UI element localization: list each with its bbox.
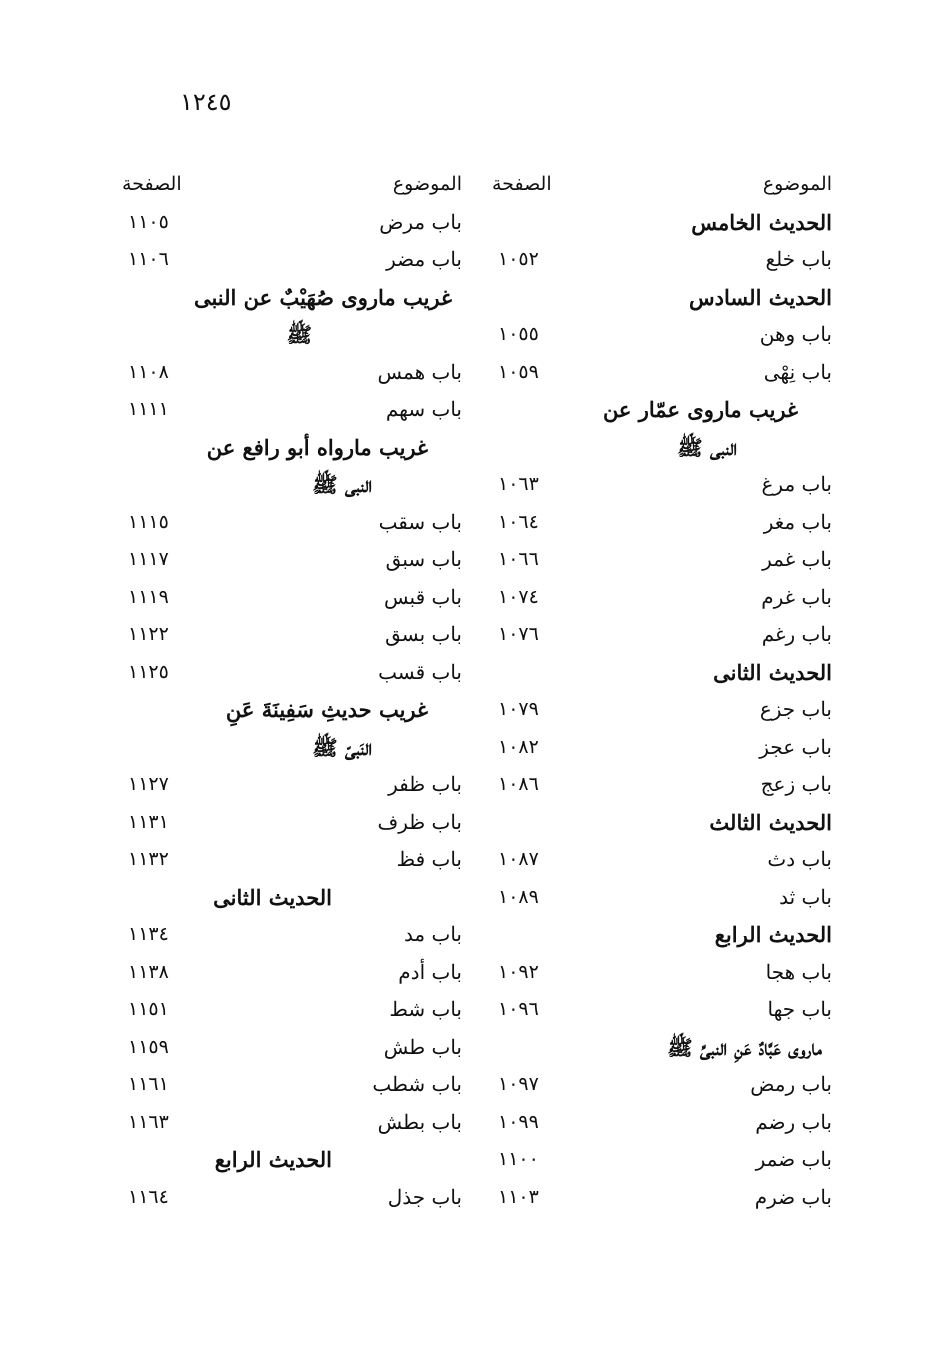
entry-topic: باب مضر xyxy=(386,247,462,271)
entry-topic: الحديث الثانى xyxy=(213,884,332,910)
entry-page-number: ١٠٦٣ xyxy=(498,473,539,495)
index-entry xyxy=(122,916,462,954)
index-column-right xyxy=(492,166,832,1216)
column-header xyxy=(492,166,832,204)
index-entry xyxy=(492,429,832,467)
entry-topic: باب أدم xyxy=(398,959,462,984)
entry-topic: باب جذل xyxy=(387,1184,462,1209)
entry-topic: باب شطب xyxy=(372,1072,462,1096)
entry-page-number: ١١٢٢ xyxy=(128,623,169,645)
entry-topic: النبى ﷺ xyxy=(312,472,372,497)
entry-page-number: ١١٢٥ xyxy=(128,660,169,683)
index-entry xyxy=(492,916,832,954)
entry-topic: غريب ماروى صُهَيْبٌ عن النبى xyxy=(193,284,452,310)
entry-topic: غريب حديثِ سَفِينَةَ عَنِ xyxy=(225,697,428,722)
index-entry xyxy=(122,691,462,729)
entry-topic: باب قبس xyxy=(384,584,462,609)
entry-topic: باب رمض xyxy=(750,1072,832,1096)
entry-topic: باب ظفر xyxy=(388,772,462,796)
entry-topic: باب سقب xyxy=(378,509,462,534)
entry-topic: باب ضمر xyxy=(755,1147,832,1171)
entry-page-number: ١١٦٤ xyxy=(128,1185,169,1208)
entry-page-number: ١١١٥ xyxy=(128,510,169,533)
index-entry xyxy=(492,766,832,804)
entries-right xyxy=(492,204,832,1217)
index-entry xyxy=(122,204,462,242)
entry-topic: باب رغم xyxy=(761,622,832,646)
index-entry xyxy=(122,504,462,542)
entry-topic: باب غرم xyxy=(761,584,832,609)
index-entry xyxy=(122,429,462,467)
index-entry xyxy=(122,316,462,354)
index-entry xyxy=(122,241,462,279)
entry-page-number: ١١١٩ xyxy=(128,585,169,608)
entry-topic: باب عجز xyxy=(759,734,832,759)
index-entry xyxy=(122,1179,462,1217)
entry-topic: باب شط xyxy=(389,997,462,1021)
entry-topic: باب جها xyxy=(767,997,832,1021)
index-entry xyxy=(122,766,462,804)
entry-page-number: ١١٠٨ xyxy=(128,360,169,383)
entry-topic: غريب ماروى عمّار عن xyxy=(602,397,798,422)
index-entry xyxy=(492,241,832,279)
index-entry xyxy=(492,204,832,242)
index-entry xyxy=(492,504,832,542)
entry-topic: باب مرغ xyxy=(761,472,832,496)
entry-topic: الحديث السادس xyxy=(689,284,832,310)
index-entry xyxy=(122,1066,462,1104)
index-entry xyxy=(122,991,462,1029)
entry-page-number: ١١٢٧ xyxy=(128,773,169,795)
entry-topic: باب سهم xyxy=(385,397,462,421)
index-entry xyxy=(122,354,462,392)
index-entry xyxy=(492,391,832,429)
header-topic: الموضوع xyxy=(392,173,462,195)
entry-page-number: ١١١٧ xyxy=(128,548,169,570)
index-entry xyxy=(122,841,462,879)
entry-page-number: ١١٠٠ xyxy=(498,1148,539,1170)
header-topic: الموضوع xyxy=(762,173,832,195)
page-number: ١٢٤٥ xyxy=(180,88,232,116)
index-entry xyxy=(492,579,832,617)
index-entry xyxy=(492,691,832,729)
entry-page-number: ١٠٦٤ xyxy=(498,510,539,533)
entry-page-number: ١٠٩٧ xyxy=(498,1073,539,1095)
entry-topic: الحديث الخامس xyxy=(691,209,832,235)
entry-page-number: ١١٣٢ xyxy=(128,848,169,870)
entry-page-number: ١١٥٩ xyxy=(128,1035,169,1058)
entry-page-number: ١١٥١ xyxy=(128,998,169,1020)
entry-topic: باب جزع xyxy=(759,697,832,721)
entry-topic: باب همس xyxy=(377,359,462,384)
entry-topic: باب هجا xyxy=(765,959,832,984)
index-entry xyxy=(492,466,832,504)
index-entry xyxy=(122,391,462,429)
index-entry xyxy=(122,954,462,992)
entry-topic: باب ثد xyxy=(779,884,832,909)
index-entry xyxy=(492,841,832,879)
index-entry xyxy=(122,541,462,579)
entry-topic: باب بسق xyxy=(385,622,462,646)
entry-topic: ماروى عَبَّادٌ عَنِ النبىِّ ﷺ xyxy=(667,1034,822,1060)
entry-topic: غريب مارواه أبو رافع عن xyxy=(206,434,428,460)
entry-page-number: ١٠٧٤ xyxy=(498,585,539,608)
index-entry xyxy=(492,1104,832,1142)
index-entry xyxy=(122,466,462,504)
entry-page-number: ١٠٩٢ xyxy=(498,960,539,983)
entry-topic: باب زعج xyxy=(760,772,832,796)
entry-topic: باب مرض xyxy=(379,209,462,234)
entry-topic: النَبىّ ﷺ xyxy=(312,734,372,760)
header-page: الصفحة xyxy=(122,173,182,195)
entry-topic: باب بطش xyxy=(377,1109,462,1134)
index-entry xyxy=(492,1066,832,1104)
index-entry xyxy=(492,541,832,579)
entry-page-number: ١٠٩٦ xyxy=(498,998,539,1020)
index-entry xyxy=(122,729,462,767)
entry-topic: باب فظ xyxy=(396,847,462,871)
index-entry xyxy=(492,316,832,354)
index-entry xyxy=(122,279,462,317)
entry-page-number: ١٠٦٦ xyxy=(498,548,539,570)
entry-page-number: ١١٠٥ xyxy=(128,210,169,233)
entry-page-number: ١٠٥٢ xyxy=(498,248,539,270)
entry-topic: باب خلع xyxy=(765,247,832,271)
entry-page-number: ١٠٥٥ xyxy=(498,323,539,345)
entry-page-number: ١١١١ xyxy=(128,398,169,420)
entry-page-number: ١٠٨٧ xyxy=(498,848,539,870)
entry-page-number: ١٠٧٦ xyxy=(498,623,539,645)
entry-topic: باب مغر xyxy=(763,509,832,534)
entry-topic: النبى ﷺ xyxy=(677,434,737,460)
entry-page-number: ١٠٥٩ xyxy=(498,360,539,383)
index-entry xyxy=(492,616,832,654)
column-header xyxy=(122,166,462,204)
index-entry xyxy=(122,654,462,692)
index-entry xyxy=(492,954,832,992)
entry-topic: باب سبق xyxy=(385,547,462,571)
entry-topic: باب مد xyxy=(403,922,462,946)
entry-topic: باب ضرم xyxy=(754,1184,832,1209)
entry-page-number: ١٠٩٩ xyxy=(498,1110,539,1133)
entry-page-number: ١١٣٨ xyxy=(128,960,169,983)
index-entry xyxy=(492,991,832,1029)
entries-left xyxy=(122,204,462,1217)
index-entry xyxy=(122,1104,462,1142)
index-entry xyxy=(122,804,462,842)
entry-topic: ﷺ xyxy=(286,322,312,347)
entry-page-number: ١١٠٣ xyxy=(498,1185,539,1208)
index-entry xyxy=(122,579,462,617)
entry-page-number: ١٠٧٩ xyxy=(498,698,539,720)
entry-topic: باب قسب xyxy=(378,659,462,684)
entry-page-number: ١١٦٣ xyxy=(128,1110,169,1133)
index-entry xyxy=(492,804,832,842)
index-entry xyxy=(492,1141,832,1179)
index-entry xyxy=(492,879,832,917)
entry-page-number: ١٠٨٩ xyxy=(498,885,539,908)
index-entry xyxy=(122,1141,462,1179)
entry-topic: الحديث الرابع xyxy=(214,1147,332,1172)
entry-page-number: ١١٣١ xyxy=(128,810,169,833)
index-entry xyxy=(492,1179,832,1217)
index-entry xyxy=(492,729,832,767)
entry-topic: الحديث الرابع xyxy=(714,922,832,947)
entry-topic: باب ظرف xyxy=(377,809,462,834)
entry-topic: باب غمر xyxy=(762,547,832,571)
entry-topic: الحديث الثالث xyxy=(709,809,832,835)
entry-topic: باب طش xyxy=(383,1034,462,1059)
index-entry xyxy=(122,1029,462,1067)
entry-topic: باب نِهْى xyxy=(763,359,832,384)
index-entry xyxy=(122,616,462,654)
index-column-left xyxy=(122,166,462,1216)
entry-topic: باب دث xyxy=(767,847,832,871)
entry-page-number: ١٠٨٢ xyxy=(498,735,539,758)
entry-page-number: ١١٦١ xyxy=(128,1073,169,1095)
entry-topic: الحديث الثانى xyxy=(713,659,832,685)
entry-page-number: ١٠٨٦ xyxy=(498,773,539,795)
index-entry xyxy=(492,279,832,317)
entry-page-number: ١١٠٦ xyxy=(128,248,169,270)
entry-page-number: ١١٣٤ xyxy=(128,923,169,945)
entry-topic: باب رضم xyxy=(755,1109,832,1134)
index-entry xyxy=(122,879,462,917)
index-entry xyxy=(492,354,832,392)
header-page: الصفحة xyxy=(492,173,552,195)
index-entry xyxy=(492,1029,832,1067)
index-entry xyxy=(492,654,832,692)
entry-topic: باب وهن xyxy=(759,322,832,346)
